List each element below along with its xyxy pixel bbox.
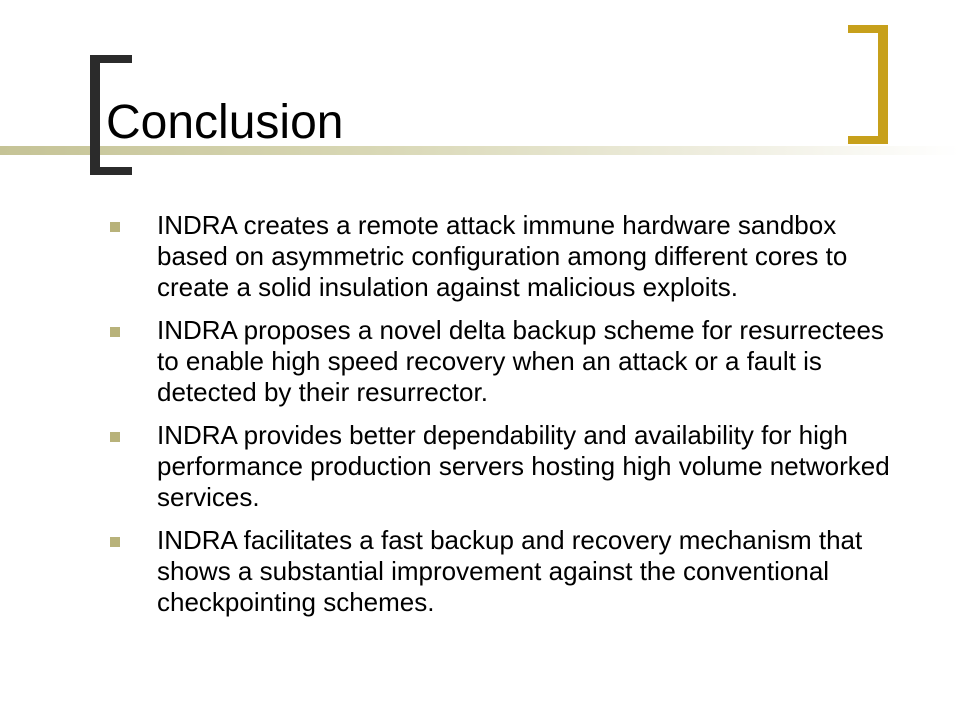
bullet-item xyxy=(110,420,900,513)
bullet-item xyxy=(110,315,900,408)
square-bullet-icon xyxy=(110,432,120,442)
slide-title: Conclusion xyxy=(106,96,344,149)
bullet-list xyxy=(110,210,900,630)
left-bracket-top xyxy=(90,55,132,63)
left-bracket-bottom xyxy=(90,167,132,175)
bullet-item xyxy=(110,525,900,618)
right-bracket-bottom xyxy=(848,136,888,144)
bullet-text: INDRA creates a remote attack immune hardware sandbox based on asymmetric configuration among different cores to create a solid insulation against malicious exploits. xyxy=(157,210,848,302)
bullet-text: INDRA proposes a novel delta backup scheme for resurrectees to enable high speed recovery when an attack or a fault is detected by their resurrector. xyxy=(157,315,884,407)
square-bullet-icon xyxy=(110,222,120,232)
left-bracket-bar xyxy=(90,55,100,175)
square-bullet-icon xyxy=(110,537,120,547)
right-bracket-top xyxy=(848,25,888,33)
right-bracket-bar xyxy=(878,25,888,144)
bullet-text: INDRA provides better dependability and availability for high performance production servers hosting high volume networked services. xyxy=(157,420,890,512)
square-bullet-icon xyxy=(110,327,120,337)
bullet-item xyxy=(110,210,900,303)
bullet-text: INDRA facilitates a fast backup and recovery mechanism that shows a substantial improvement against the conventional checkpointing schemes. xyxy=(157,525,863,617)
